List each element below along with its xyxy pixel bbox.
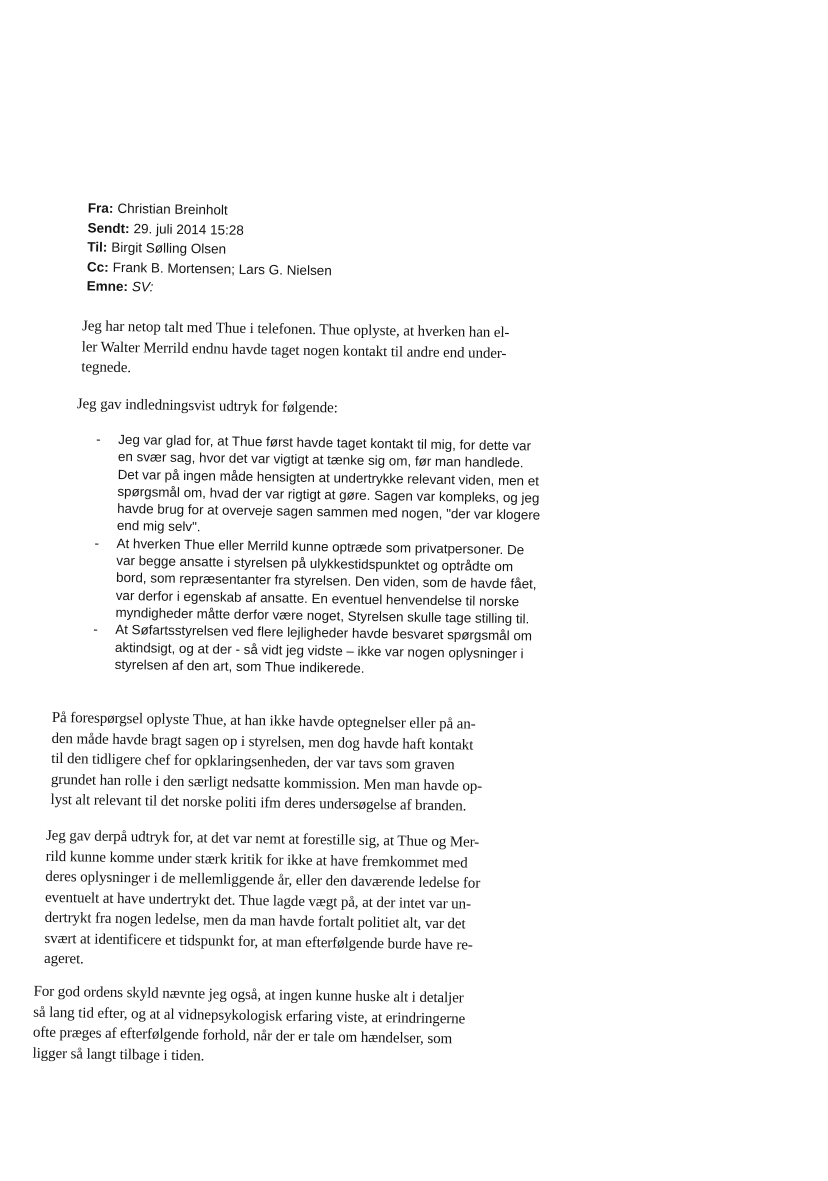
- paragraph-line: ligger så langt tilbage i tiden.: [32, 1045, 205, 1064]
- paragraph-line: På forespørgsel oplyste Thue, at han ikke havde optegnelser eller på an-: [51, 709, 476, 733]
- paragraph-line: svært at identificere et tidspunkt for, at man efterfølgende burde have re-: [44, 930, 473, 954]
- bullet-line: At hverken Thue eller Merrild kunne optræde som privatpersoner. De: [116, 535, 525, 558]
- bullet-line: havde brug for at overveje sagen sammen med nogen, "der var klogere: [117, 501, 541, 523]
- list-item: [95, 431, 542, 542]
- paragraph-line: For god ordens skyld nævnte jeg også, at ingen kunne huske alt i detaljer: [33, 983, 464, 1007]
- paragraph-4: [44, 826, 481, 976]
- paragraph-line: deres oplysninger i de mellemliggende år, eller den daværende ledelse for: [45, 868, 481, 892]
- paragraph-5: [32, 982, 465, 1071]
- paragraph-line: til den tidligere chef for opklaringsenheden, der var tavs som graven: [51, 750, 455, 774]
- bullet-marker: -: [94, 535, 100, 551]
- paragraph-line: dertrykt fra nogen ledelse, men da man havde fortalt politiet alt, var det: [44, 909, 466, 933]
- bullet-line: bord, som repræsentanter fra styrelsen. Den viden, som de havde fået,: [115, 570, 537, 592]
- bullet-line: styrelsen af den art, som Thue indikerede.: [114, 656, 365, 676]
- paragraph-line: Jeg har netop talt med Thue i telefonen. Thue oplyste, at hverken han el-: [81, 318, 510, 342]
- bullet-line: Det var på ingen måde hensigten at undertrykke relevant viden, men et: [117, 466, 540, 489]
- bullet-marker: -: [96, 431, 101, 447]
- list-item: [93, 534, 539, 627]
- paragraph-line: Jeg gav indledningsvist udtryk for følgende:: [76, 396, 338, 417]
- email-header: [86, 198, 332, 299]
- bullet-line: var begge ansatte i styrelsen på ulykkestidspunktet og optrådte om: [116, 553, 514, 575]
- bullet-line: At Søfartsstyrelsen ved flere lejligheder havde besvaret spørgsmål om: [115, 622, 533, 644]
- cc-value: Frank B. Mortensen; Lars G. Nielsen: [112, 259, 332, 278]
- bullet-line: myndigheder måtte derfor være noget, Styrelsen skulle tage stilling til.: [115, 604, 530, 627]
- paragraph-line: ageret.: [43, 950, 84, 968]
- paragraph-2: [77, 394, 338, 419]
- paragraph-line: lyst alt relevant til det norske politi ifm deres undersøgelse af branden.: [50, 791, 467, 815]
- paragraph-line: ler Walter Merrild endnu havde taget nogen kontakt til andre end under-: [81, 338, 507, 362]
- from-label: Fra:: [87, 200, 114, 216]
- to-value: Birgit Sølling Olsen: [111, 239, 227, 257]
- from-value: Christian Breinholt: [117, 200, 228, 218]
- paragraph-line: grundet han rolle i den særligt nedsatte kommission. Men man havde op-: [50, 771, 483, 795]
- subject-label: Emne:: [86, 278, 129, 295]
- subject-value: SV:: [131, 279, 154, 295]
- paragraph-line: ofte præges af efterfølgende forhold, når der er tale om hændelser, som: [32, 1024, 453, 1048]
- list-item: [93, 621, 539, 680]
- subject-row: [86, 276, 331, 299]
- paragraph-line: den måde havde bragt sagen op i styrelsen, men dog havde haft kontakt: [51, 730, 474, 754]
- bullet-line: aktindsigt, og at der - så vidt jeg vidste – ikke var nogen oplysninger i: [114, 639, 524, 661]
- paragraph-line: så lang tid efter, og at al vidnepsykologisk erfaring viste, at erindringerne: [33, 1004, 466, 1027]
- bullet-line: spørgsmål om, hvad der var rigtigt at gøre. Sagen var kompleks, og jeg: [117, 483, 540, 506]
- to-label: Til:: [87, 239, 108, 255]
- paragraph-line: tegnede.: [81, 359, 132, 377]
- sent-label: Sendt:: [87, 219, 130, 236]
- paragraph-line: eventuelt at have undertrykt det. Thue lagde vægt på, at der intet var un-: [44, 889, 472, 913]
- cc-label: Cc:: [86, 258, 109, 275]
- bullet-line: en svær sag, hvor det var vigtigt at tænke sig om, før man handlede.: [117, 449, 524, 471]
- bullet-marker: -: [93, 621, 98, 637]
- paragraph-line: Jeg gav derpå udtryk for, at det var nemt at forestille sig, at Thue og Mer-: [45, 827, 480, 851]
- bullet-line: end mig selv".: [116, 518, 201, 535]
- paragraph-line: rild kunne komme under stærk kritik for ikke at have fremkommet med: [45, 848, 468, 871]
- paragraph-1: [81, 316, 509, 384]
- bullet-line: var derfor i egenskab af ansatte. En eventuel henvendelse til norske: [115, 587, 520, 609]
- bullet-line: Jeg var glad for, at Thue først havde taget kontakt til mig, for dette var: [118, 431, 532, 454]
- paragraph-3: [50, 708, 483, 817]
- sent-value: 29. juli 2014 15:28: [133, 220, 245, 238]
- bullet-list: [93, 431, 542, 680]
